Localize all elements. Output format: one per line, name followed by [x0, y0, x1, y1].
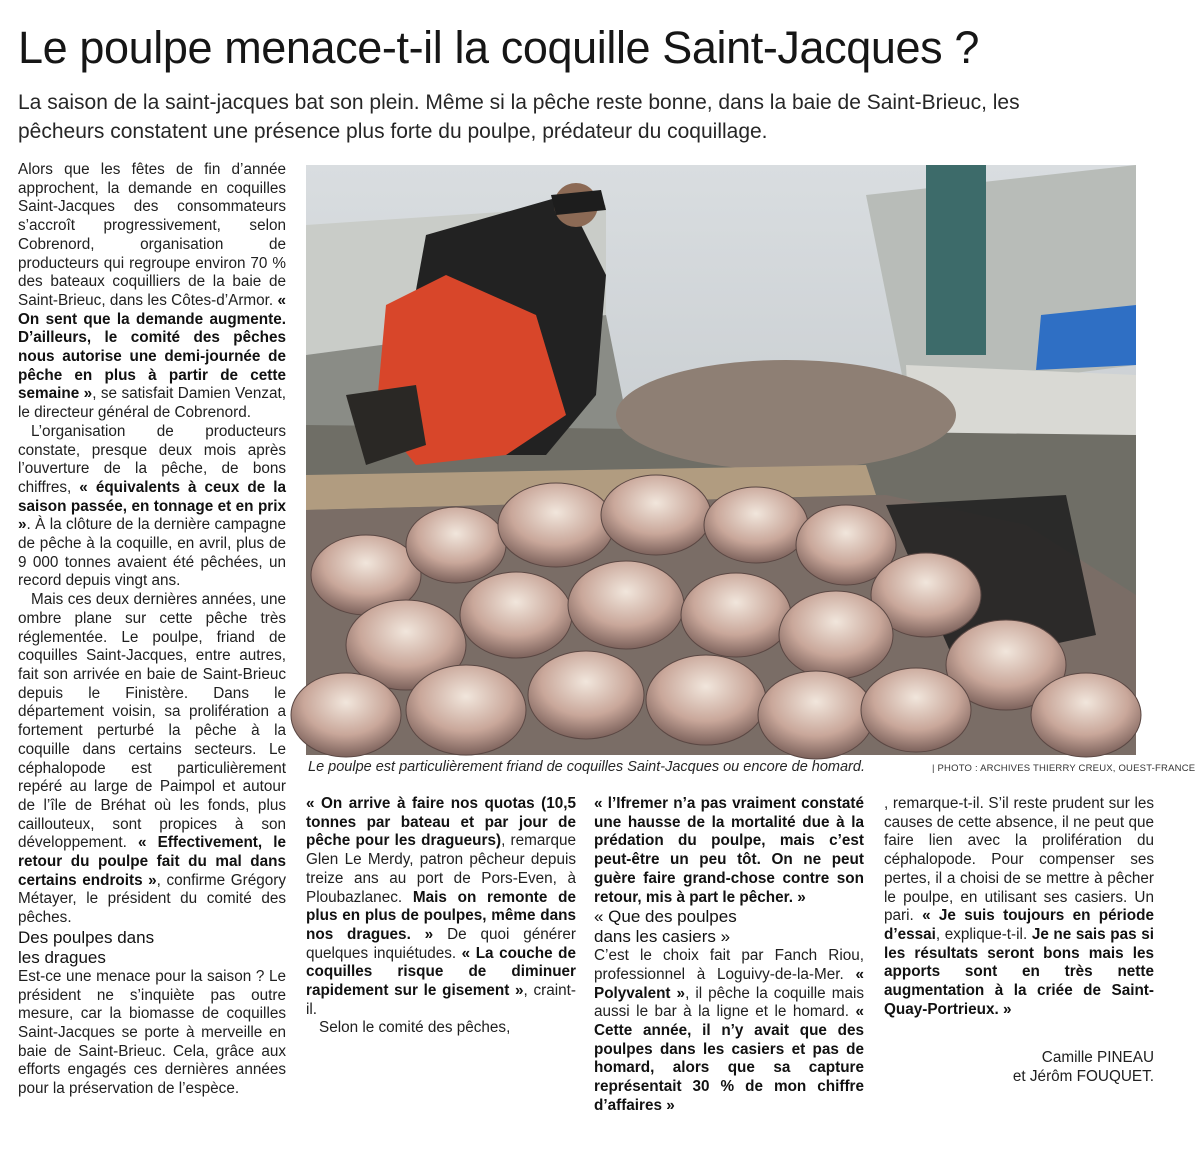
- paragraph-6-cont: , remarque-t-il. S’il reste prudent sur les causes de cette absence, il ne peut que faire lien avec la prolifération du céphalopode. Pour compenser ses pertes, il a choisi de se mettre à pêcher le poulpe, en utilisant ses casiers. Un pari. « Je suis toujours en période d’essai, explique-t-il. Je ne sais pas si les résultats seront bons mais les apports sont en très nette augmentation à la criée de Saint-Quay-Portrieux. »: [884, 795, 1154, 1018]
- paragraph-6: C’est le choix fait par Fanch Riou, professionnel à Loguivy-de-la-Mer. « Polyvalent », il pêche la coquille mais aussi le bar à la ligne et le homard. « Cette année, il n’y avait que des poulpes dans les casiers et pas de homard, alors que sa capture représentait 30 % de mon chiffre d’affaires »: [594, 947, 864, 1114]
- subheading-dragues: Des poulpes dans les dragues: [18, 927, 155, 967]
- paragraph-4-cont: « On arrive à faire nos quotas (10,5 tonnes par bateau et par jour de pêche pour les dragueurs), remarque Glen Le Merdy, patron pêcheur depuis treize ans au port de Pors-Even, à Ploubazlanec. Mais on remonte de plus en plus de poulpes, même dans nos dragues. » De quoi générer quelques inquiétudes. « La couche de coquilles risque de diminuer rapidement sur le gisement », craint-il.: [306, 795, 577, 1018]
- standfirst: La saison de la saint-jacques bat son plein. Même si la pêche reste bonne, dans la baie de Saint-Brieuc, les pêcheurs constatent une présence plus forte du poulpe, prédateur du coquillage.: [18, 91, 1020, 143]
- quote: « Je suis toujours en période d’essai: [884, 907, 1154, 943]
- paragraph-5: Selon le comité des pêches,: [319, 1019, 511, 1037]
- headline: Le poulpe menace-t-il la coquille Saint-Jacques ?: [18, 22, 979, 73]
- quote: « l’Ifremer n’a pas vraiment constaté une hausse de la mortalité due à la prédation du poulpe, mais c’est peut-être un peu tôt. On ne peut guère faire grand-chose contre son retour, mis à part le pêcher. »: [594, 795, 864, 906]
- signature: [884, 1049, 1154, 1086]
- scallop-boat-photo: [306, 165, 1136, 755]
- quote: « Cette année, il n’y avait que des poulpes dans les casiers et pas de homard, alors que sa capture représentait 30 % de mon chiffre d’affaires »: [594, 1003, 864, 1114]
- article-column-1: [18, 161, 286, 1099]
- author-2: et Jérôm FOUQUET.: [1012, 1068, 1154, 1086]
- quote: Mais on remonte de plus en plus de poulpes, même dans nos dragues. »: [306, 888, 576, 943]
- paragraph-1: Alors que les fêtes de fin d’année approchent, la demande en coquilles Saint-Jacques des consommateurs s’accroît progressivement, selon Cobrenord, organisation de producteurs qui regroupe environ 70 % des bateaux coquilliers de la baie de Saint-Brieuc, dans les Côtes-d’Armor. « On sent que la demande augmente. D’ailleurs, le comité des pêches nous autorise une demi-journée de pêche en plus à partir de cette semaine », se satisfait Damien Venzat, le directeur général de Cobrenord.: [18, 161, 286, 422]
- quote: « On sent que la demande augmente. D’ailleurs, le comité des pêches nous autorise une demi-journée de pêche en plus à partir de cette semaine »: [18, 291, 286, 403]
- quote: « La couche de coquilles risque de diminuer rapidement sur le gisement »: [306, 944, 577, 1000]
- subheading-casiers: « Que des poulpes dans les casiers »: [594, 907, 737, 947]
- paragraph-4-start: Est-ce une menace pour la saison ? Le président ne s’inquiète pas outre mesure, car la biomasse de coquilles Saint-Jacques se porte à merveille en baie de Saint-Brieuc. Cela, grâce aux efforts engagés ces dernières années pour la préservation de l’espèce.: [18, 967, 286, 1098]
- paragraph-3: Mais ces deux dernières années, une ombre plane sur cette pêche très réglementée. Le poulpe, friand de coquilles Saint-Jacques, entre autres, fait son arrivée en baie de Saint-Brieuc depuis le Finistère. Dans le département voisin, sa prolifération a fortement perturbé la pêche à la coquille dans certains secteurs. Le céphalopode est particulièrement repéré au large de Paimpol et autour de l’île de Bréhat où les fonds, plus caillouteux, sont propices à son développement. « Effectivement, le retour du poulpe fait du mal dans certains endroits », confirme Grégory Métayer, le président du comité des pêches.: [18, 591, 287, 927]
- photo-credit: | PHOTO : ARCHIVES THIERRY CREUX, OUEST-FRANCE: [932, 763, 1195, 774]
- paragraph-2: L’organisation de producteurs constate, presque deux mois après l’ouverture de la pêche, de bons chiffres, « équivalents à ceux de la saison passée, en tonnage et en prix ». À la clôture de la dernière campagne de pêche à la coquille, en avril, plus de 9 000 tonnes avaient été pêchées, un record depuis vingt ans.: [18, 422, 287, 590]
- quote: « Polyvalent »: [594, 965, 864, 1002]
- quote: « On arrive à faire nos quotas (10,5 tonnes par bateau et par jour de pêche pour les dragueurs): [306, 795, 576, 850]
- author-1: Camille PINEAU: [1041, 1049, 1154, 1067]
- photo-caption: Le poulpe est particulièrement friand de coquilles Saint-Jacques ou encore de homard.: [308, 759, 865, 775]
- article-column-2: [306, 795, 576, 1038]
- quote: « équivalents à ceux de la saison passée, en tonnage et en prix »: [18, 478, 287, 534]
- quote: « Effectivement, le retour du poulpe fait du mal dans certains endroits »: [18, 834, 287, 889]
- article-photo: [306, 165, 1136, 755]
- paragraph-5-quote: [594, 795, 864, 907]
- quote: Je ne sais pas si les résultats seront bons mais les apports sont en très nette augmentation à la criée de Saint-Quay-Portrieux. »: [884, 925, 1154, 1018]
- article-column-4: [884, 795, 1154, 1087]
- article-column-3: [594, 795, 864, 1116]
